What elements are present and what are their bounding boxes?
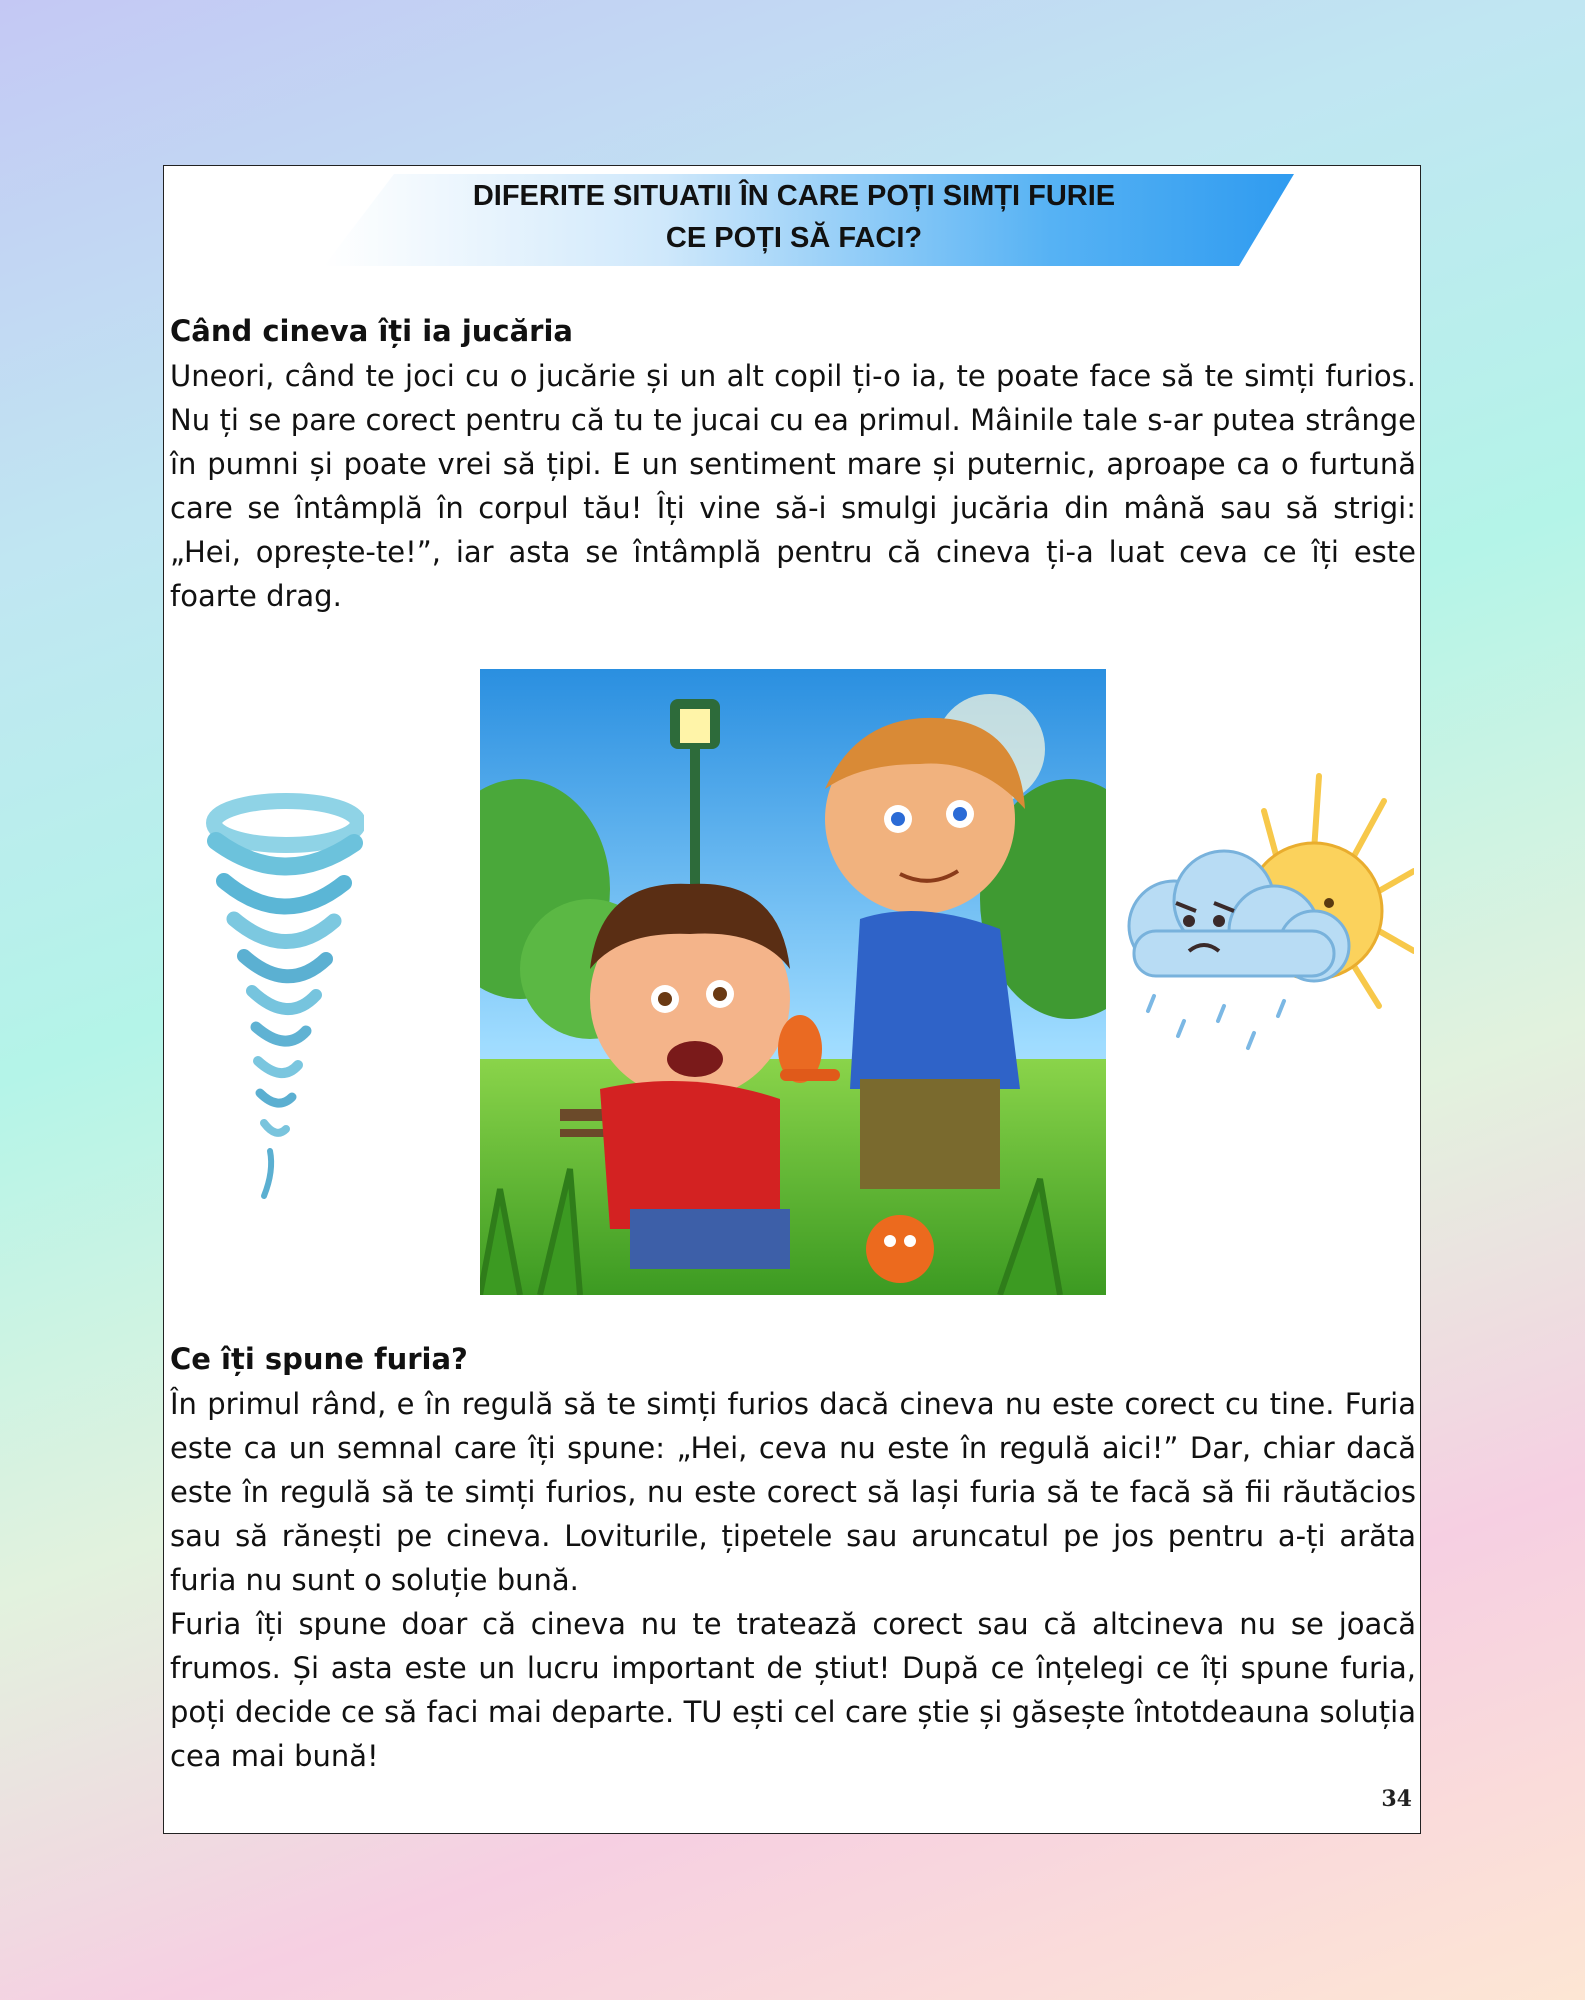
section-heading-anger-message: Ce îți spune furia?	[170, 1342, 468, 1376]
section-heading-toy: Când cineva îți ia jucăria	[170, 314, 573, 348]
document-page	[163, 165, 1421, 1834]
title-banner	[294, 174, 1294, 266]
children-fighting-over-toy-illustration	[480, 669, 1106, 1295]
section-paragraph-anger-1: În primul rând, e în regulă să te simți furios dacă cineva nu este corect cu tine. Furia este ca un semnal care îți spune: „Hei, ceva nu este în regulă aici!” Dar, chiar dacă este în regulă să te simți furios, nu este corect să lași furia să te facă să fii răutăcios sau să rănești pe cineva. Loviturile, țipetele sau aruncatul pe jos pentru a-ți arăta furia nu sunt o soluție bună.	[170, 1387, 1416, 1597]
page-number: 34	[1381, 1786, 1412, 1812]
page-title-line-2: CE POȚI SĂ FACI?	[665, 222, 923, 254]
tornado-icon	[194, 791, 364, 1211]
page-title-line-1: DIFERITE SITUATII ÎN CARE POȚI SIMȚI FURIE	[472, 180, 1116, 212]
section-paragraph-toy: Uneori, când te joci cu o jucărie și un alt copil ți-o ia, te poate face să te simți furios. Nu ți se pare corect pentru că tu te jucai cu ea primul. Mâinile tale s-ar putea strânge în pumni și poate vrei să țipi. E un sentiment mare și puternic, aproape ca o furtună care se întâmplă în corpul tău! Îți vine să-i smulgi jucăria din mână sau să strigi: „Hei, oprește-te!”, iar asta se întâmplă pentru că cineva ți-a luat ceva ce îți este foarte drag.	[170, 359, 1416, 613]
angry-cloud-and-sun-icon	[1114, 771, 1414, 1061]
section-paragraph-anger-2: Furia îți spune doar că cineva nu te tratează corect sau că altcineva nu se joacă frumos. Și asta este un lucru important de știut! După ce înțelegi ce îți spune furia, poți decide ce să faci mai departe. TU ești cel care știe și găsește întotdeauna soluția cea mai bună!	[170, 1607, 1416, 1773]
